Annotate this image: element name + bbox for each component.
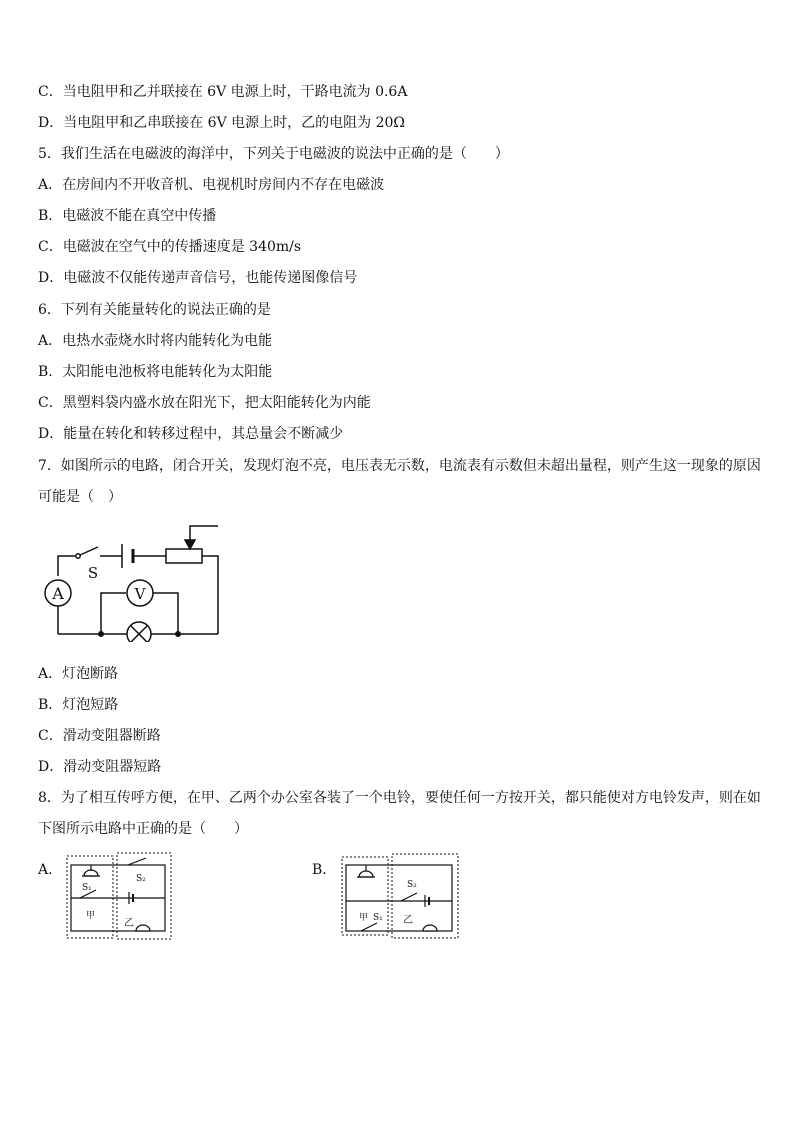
switch-blade [80,547,98,555]
question-8-option-b-label: B． [312,862,337,878]
wire-voltmeter-left [101,593,126,634]
switch-s1 [361,923,377,931]
office-jia-box [67,856,113,938]
question-7-option-a: A．灯泡断路 [38,666,119,682]
ammeter-label: A [52,584,64,603]
label-yi: 乙 [124,918,134,929]
question-7-option-c: C．滑动变阻器断路 [38,728,161,744]
question-7-option-b: B．灯泡短路 [38,697,119,713]
question-8-option-b-figure [341,853,461,939]
option-5d-prev: D．当电阻甲和乙串联接在 6V 电源上时，乙的电阻为 20Ω [38,115,406,131]
question-5-option-a: A．在房间内不开收音机、电视机时房间内不存在电磁波 [38,177,385,193]
junction-dot-right [175,631,181,637]
label-s2: S₂ [407,880,417,890]
label-s1: S₁ [82,883,92,893]
wire-voltmeter-right [153,593,178,634]
wire-rheostat-right [202,556,218,634]
lamp-circle [127,622,151,642]
question-6-stem: 6．下列有关能量转化的说法正确的是 [38,302,271,318]
question-5-option-d: D．电磁波不仅能传递声音信号，也能传递图像信号 [38,270,358,286]
question-6-option-a: A．电热水壶烧水时将内能转化为电能 [38,333,273,349]
switch-label: S [87,564,99,582]
bell-jia [359,871,373,877]
switch-s2 [128,858,146,865]
question-6-option-b: B．太阳能电池板将电能转化为太阳能 [38,364,273,380]
question-8-option-a-label: A． [38,862,63,878]
question-5-option-b: B．电磁波不能在真空中传播 [38,208,217,224]
bell-yi [423,925,437,931]
label-jia: 甲 [86,911,96,921]
option-5c-prev: C．当电阻甲和乙并联接在 6V 电源上时，干路电流为 0.6A [38,84,408,100]
junction-dot-left [98,631,104,637]
office-jia-box [342,857,388,935]
question-7-circuit-figure [38,518,228,642]
question-7-stem-line1: 7．如图所示的电路，闭合开关，发现灯泡不亮，电压表无示数，电流表有示数但未超出量程，则产生这一现象的原因 [38,458,761,474]
switch-pivot [76,554,80,558]
question-7-option-d: D．滑动变阻器短路 [38,759,162,775]
question-6-option-c: C．黑塑料袋内盛水放在阳光下，把太阳能转化为内能 [38,395,371,411]
question-6-option-d: D．能量在转化和转移过程中，其总量会不断减少 [38,426,344,442]
label-yi: 乙 [403,915,413,926]
question-8-stem-line2: 下图所示电路中正确的是（ ） [38,821,248,837]
question-5-stem: 5．我们生活在电磁波的海洋中，下列关于电磁波的说法中正确的是（ ） [38,146,509,162]
question-8-option-a-figure [66,852,174,942]
label-s2: S₂ [136,874,146,884]
label-s1: S₁ [373,913,383,923]
bell-yi [136,925,150,931]
question-8-stem-line1: 8．为了相互传呼方便，在甲、乙两个办公室各装了一个电铃，要使任何一方按开关，都只能使对方电铃发声，则在如 [38,790,761,806]
rheostat-body [166,549,202,563]
question-5-option-c: C．电磁波在空气中的传播速度是 340m/s [38,239,302,255]
question-7-stem-line2: 可能是（ ） [38,489,122,505]
rheostat-slider-arrow [185,540,195,549]
label-jia: 甲 [359,913,369,923]
wire-top-left [58,556,77,576]
voltmeter-label: V [134,585,146,603]
switch-s2 [401,893,417,901]
